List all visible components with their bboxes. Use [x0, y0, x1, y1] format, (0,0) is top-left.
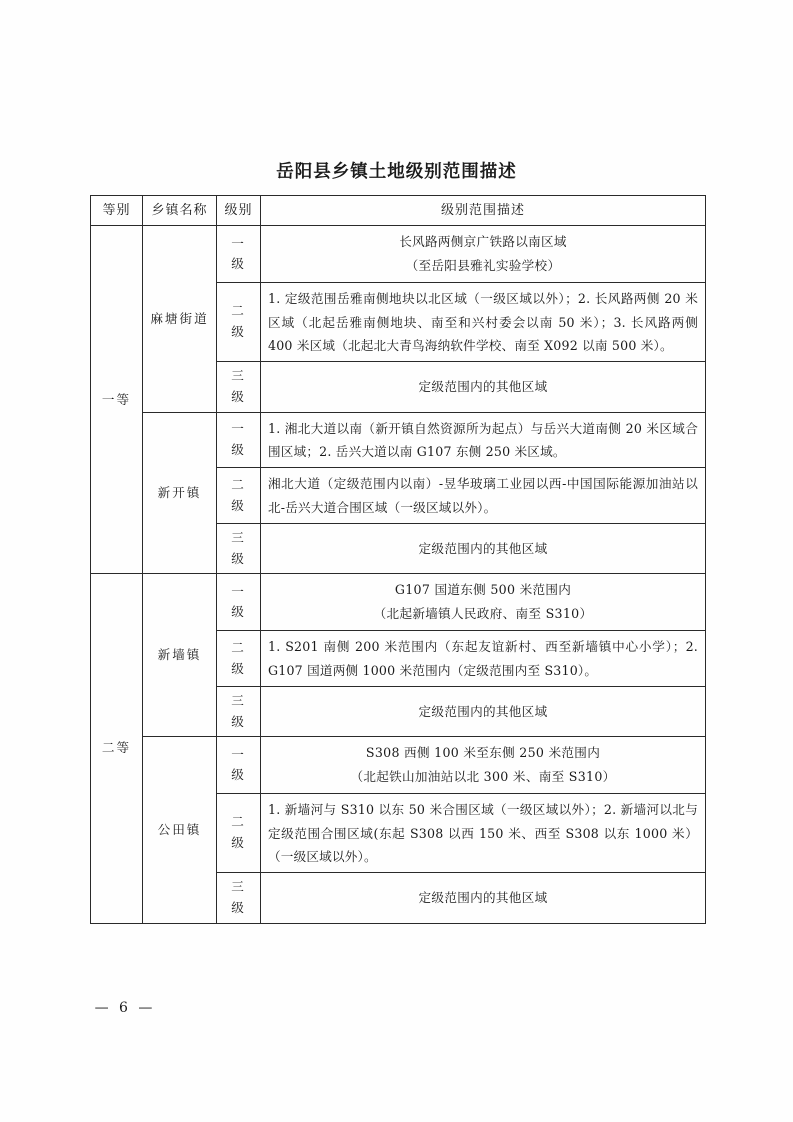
description-line: G107 国道东侧 500 米范围内 — [394, 582, 572, 598]
town-name-cell: 公田镇 — [143, 737, 217, 923]
description-line: 定级范围内的其他区域 — [418, 889, 548, 905]
table-row — [91, 574, 706, 631]
description-cell — [261, 412, 706, 468]
grade-cell: 二级 — [217, 631, 261, 687]
grade-cell: 一级 — [217, 574, 261, 631]
description-line: （北起铁山加油站以北 300 米、南至 S310） — [350, 769, 616, 785]
grade-cell: 二级 — [217, 468, 261, 524]
town-name-cell: 新开镇 — [143, 412, 217, 574]
tier-cell: 一等 — [91, 226, 143, 574]
description-cell — [261, 362, 706, 413]
column-header-description: 级别范围描述 — [261, 196, 706, 226]
table-body — [91, 226, 706, 923]
description-line: S308 西侧 100 米至东侧 250 米范围内 — [365, 745, 601, 761]
column-header-town: 乡镇名称 — [143, 196, 217, 226]
grade-cell: 三级 — [217, 523, 261, 574]
page-number: — 6 — — [94, 1000, 156, 1016]
description-line: 长风路两侧京广铁路以南区域 — [399, 234, 567, 250]
grade-cell: 三级 — [217, 686, 261, 737]
description-line: 1. 新墙河与 S310 以东 50 米合围区域（一级区域以外）；2. 新墙河以北与定级范围合围区域(东起 S308 以西 150 米、西至 S308 以东 1000 米）（一级区域以外）。 — [268, 802, 698, 864]
table-row — [91, 737, 706, 794]
column-header-grade: 级别 — [217, 196, 261, 226]
grade-cell: 一级 — [217, 226, 261, 283]
description-cell — [261, 631, 706, 687]
table-header — [91, 196, 706, 226]
grade-cell: 二级 — [217, 794, 261, 873]
grade-cell: 三级 — [217, 873, 261, 924]
description-line: 湘北大道（定级范围内以南）-昱华玻璃工业园以西-中国国际能源加油站以北-岳兴大道合围区域（一级区域以外）。 — [268, 476, 698, 515]
description-line: 1. 定级范围岳雅南侧地块以北区域（一级区域以外）；2. 长风路两侧 20 米区域（北起岳雅南侧地块、南至和兴村委会以南 50 米）；3. 长风路两侧 400 米区域（北起北大青鸟海纳软件学校、南至 X092 以南 500 米）。 — [268, 291, 698, 353]
column-header-tier: 等别 — [91, 196, 143, 226]
description-line: （北起新墙镇人民政府、南至 S310） — [373, 606, 593, 622]
description-line: 定级范围内的其他区域 — [418, 540, 548, 556]
grade-cell: 二级 — [217, 283, 261, 362]
description-line: 1. S201 南侧 200 米范围内（东起友谊新村、西至新墙镇中心小学）；2. G107 国道两侧 1000 米范围内（定级范围内至 S310）。 — [268, 639, 698, 678]
description-cell — [261, 226, 706, 283]
page-title: 岳阳县乡镇土地级别范围描述 — [276, 162, 517, 182]
description-line: 定级范围内的其他区域 — [418, 378, 548, 394]
table-header-row — [91, 196, 706, 226]
description-line: （至岳阳县雅礼实验学校） — [405, 258, 561, 274]
town-name-cell: 麻塘街道 — [143, 226, 217, 412]
description-line: 定级范围内的其他区域 — [418, 703, 548, 719]
description-line: 1. 湘北大道以南（新开镇自然资源所为起点）与岳兴大道南侧 20 米区域合围区域；2. 岳兴大道以南 G107 东侧 250 米区域。 — [268, 420, 698, 459]
description-cell — [261, 873, 706, 924]
tier-cell: 二等 — [91, 574, 143, 923]
description-cell — [261, 468, 706, 524]
table-row — [91, 412, 706, 468]
land-grade-table — [90, 195, 706, 924]
grade-cell: 一级 — [217, 412, 261, 468]
table-row — [91, 226, 706, 283]
description-cell — [261, 523, 706, 574]
description-cell — [261, 283, 706, 362]
description-cell — [261, 574, 706, 631]
description-cell — [261, 686, 706, 737]
description-cell — [261, 737, 706, 794]
grade-cell: 三级 — [217, 362, 261, 413]
grade-cell: 一级 — [217, 737, 261, 794]
town-name-cell: 新墙镇 — [143, 574, 217, 737]
description-cell — [261, 794, 706, 873]
